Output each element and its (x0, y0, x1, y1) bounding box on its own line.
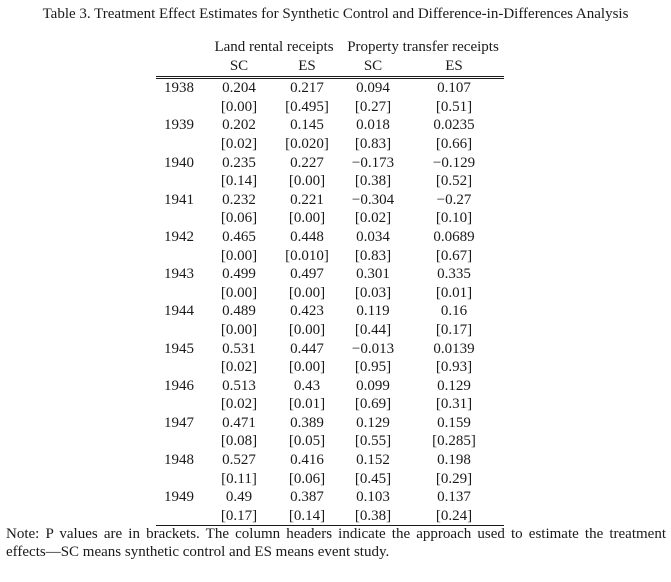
estimate-cell: 0.16 (440, 303, 468, 320)
pvalue-cell: [0.29] (435, 470, 473, 487)
estimate-cell: 0.0139 (433, 340, 475, 357)
year-cell: 1943 (164, 266, 194, 283)
pvalue-row (156, 395, 504, 414)
pvalue-cell: [0.24] (404, 507, 504, 526)
estimate-row (156, 488, 504, 507)
year-cell-empty (156, 358, 206, 377)
estimate-cell: 0.235 (222, 154, 256, 171)
pvalue-cell: [0.06] (220, 210, 258, 227)
pvalue-cell: [0.495] (285, 98, 329, 115)
estimate-cell: 0.447 (290, 340, 324, 357)
pvalue-cell: [0.01] (435, 284, 473, 301)
estimate-cell: 0.094 (356, 80, 390, 97)
estimate-row (156, 340, 504, 359)
results-table (156, 38, 504, 526)
estimate-cell: 0.217 (290, 80, 324, 97)
estimate-row (156, 154, 504, 173)
estimate-cell: 0.152 (356, 452, 390, 469)
estimate-row (156, 414, 504, 433)
estimate-cell: 0.099 (356, 377, 390, 394)
method-header: SC (206, 57, 272, 78)
estimate-cell: 0.448 (290, 228, 324, 245)
pvalue-cell: [0.44] (354, 321, 392, 338)
estimate-cell: 0.119 (356, 303, 390, 320)
year-cell: 1941 (164, 191, 194, 208)
pvalue-cell: [0.00] (220, 284, 258, 301)
pvalue-row (156, 135, 504, 154)
pvalue-cell: [0.02] (220, 396, 258, 413)
estimate-row (156, 116, 504, 135)
stub-header (156, 38, 206, 57)
pvalue-cell: [0.285] (432, 433, 476, 450)
year-cell: 1938 (164, 80, 194, 97)
pvalue-cell: [0.05] (288, 433, 326, 450)
pvalue-row (156, 172, 504, 191)
estimate-cell: 0.204 (222, 80, 256, 97)
pvalue-cell: [0.27] (354, 98, 392, 115)
estimate-cell: 0.527 (222, 452, 256, 469)
pvalue-cell: [0.69] (354, 396, 392, 413)
estimate-cell: 0.499 (222, 266, 256, 283)
pvalue-cell: [0.10] (435, 210, 473, 227)
year-cell: 1947 (164, 414, 194, 431)
table-caption: Table 3. Treatment Effect Estimates for Synthetic Control and Difference-in-Differences Analysis (42, 6, 629, 22)
group-header-property: Property transfer receipts (347, 39, 499, 55)
pvalue-cell: [0.51] (435, 98, 473, 115)
pvalue-cell: [0.00] (220, 247, 258, 264)
estimate-row (156, 265, 504, 284)
year-cell-empty (156, 432, 206, 451)
estimate-cell: 0.49 (225, 489, 253, 506)
estimate-cell: 0.034 (356, 228, 390, 245)
estimate-cell: 0.43 (293, 377, 321, 394)
pvalue-cell: [0.17] (206, 507, 272, 526)
estimate-cell: 0.103 (356, 489, 390, 506)
pvalue-cell: [0.45] (354, 470, 392, 487)
pvalue-cell: [0.02] (220, 359, 258, 376)
pvalue-cell: [0.02] (354, 210, 392, 227)
pvalue-cell: [0.95] (354, 359, 392, 376)
pvalue-cell: [0.02] (220, 135, 258, 152)
estimate-cell: 0.137 (437, 489, 471, 506)
estimate-row (156, 302, 504, 321)
estimate-cell: 0.227 (290, 154, 324, 171)
estimate-cell: 0.129 (356, 414, 390, 431)
pvalue-cell: [0.83] (354, 135, 392, 152)
pvalue-cell: [0.00] (288, 321, 326, 338)
pvalue-cell: [0.03] (354, 284, 392, 301)
estimate-cell: 0.531 (222, 340, 256, 357)
estimate-cell: 0.221 (290, 191, 324, 208)
pvalue-cell: [0.020] (285, 135, 329, 152)
estimate-cell: 0.465 (222, 228, 256, 245)
year-cell: 1949 (164, 489, 194, 506)
table-note: Note: P values are in brackets. The column headers indicate the approach used to estimate the treatment effects—SC means synthetic control and ES means event study. (6, 526, 666, 560)
year-cell: 1945 (164, 340, 194, 357)
year-cell-empty (156, 98, 206, 117)
estimate-cell: 0.202 (222, 117, 256, 134)
year-cell: 1939 (164, 117, 194, 134)
method-header-row (156, 57, 504, 78)
estimate-cell: 0.389 (290, 414, 324, 431)
pvalue-cell: [0.00] (288, 284, 326, 301)
table-body (156, 78, 504, 526)
method-header: ES (272, 57, 342, 78)
estimate-cell: −0.304 (351, 191, 395, 208)
estimate-cell: 0.232 (222, 191, 256, 208)
pvalue-cell: [0.66] (435, 135, 473, 152)
estimate-cell: 0.497 (290, 266, 324, 283)
estimate-cell: −0.173 (351, 154, 395, 171)
estimate-cell: 0.159 (437, 414, 471, 431)
estimate-cell: 0.0689 (433, 228, 475, 245)
estimate-cell: 0.145 (290, 117, 324, 134)
year-cell-empty (156, 321, 206, 340)
estimate-cell: −0.27 (436, 191, 472, 208)
pvalue-row (156, 321, 504, 340)
pvalue-cell: [0.55] (354, 433, 392, 450)
pvalue-cell: [0.38] (354, 173, 392, 190)
stub-subheader (156, 57, 206, 78)
pvalue-cell: [0.11] (221, 470, 257, 487)
pvalue-row (156, 284, 504, 303)
pvalue-cell: [0.00] (220, 98, 258, 115)
year-cell-empty (156, 284, 206, 303)
pvalue-cell: [0.67] (435, 247, 473, 264)
estimate-row (156, 451, 504, 470)
estimate-row (156, 78, 504, 98)
year-cell-empty (156, 172, 206, 191)
year-cell-empty (156, 395, 206, 414)
pvalue-cell: [0.14] (272, 507, 342, 526)
estimate-cell: 0.387 (290, 489, 324, 506)
method-header: SC (342, 57, 404, 78)
estimate-cell: 0.198 (437, 452, 471, 469)
pvalue-row (156, 98, 504, 117)
estimate-cell: 0.129 (437, 377, 471, 394)
estimate-cell: 0.489 (222, 303, 256, 320)
pvalue-cell: [0.83] (354, 247, 392, 264)
year-cell-empty (156, 247, 206, 266)
year-cell: 1944 (164, 303, 194, 320)
estimate-cell: 0.423 (290, 303, 324, 320)
estimate-cell: 0.416 (290, 452, 324, 469)
year-cell: 1948 (164, 452, 194, 469)
pvalue-row (156, 247, 504, 266)
method-header: ES (404, 57, 504, 78)
pvalue-row (156, 358, 504, 377)
estimate-cell: 0.107 (437, 80, 471, 97)
pvalue-cell: [0.17] (435, 321, 473, 338)
pvalue-cell: [0.14] (220, 173, 258, 190)
year-cell-empty (156, 507, 206, 526)
pvalue-cell: [0.010] (285, 247, 329, 264)
pvalue-cell: [0.00] (288, 210, 326, 227)
year-cell: 1942 (164, 228, 194, 245)
pvalue-cell: [0.38] (342, 507, 404, 526)
pvalue-cell: [0.00] (288, 359, 326, 376)
estimate-row (156, 377, 504, 396)
estimate-cell: 0.301 (356, 266, 390, 283)
group-header-land: Land rental receipts (214, 39, 334, 55)
pvalue-cell: [0.00] (288, 173, 326, 190)
pvalue-row (156, 432, 504, 451)
year-cell: 1940 (164, 154, 194, 171)
estimate-row (156, 228, 504, 247)
pvalue-row (156, 507, 504, 526)
year-cell-empty (156, 135, 206, 154)
pvalue-cell: [0.08] (220, 433, 258, 450)
estimate-cell: −0.013 (351, 340, 395, 357)
year-cell: 1946 (164, 377, 194, 394)
pvalue-row (156, 209, 504, 228)
estimate-row (156, 191, 504, 210)
estimate-cell: 0.335 (437, 266, 471, 283)
estimate-cell: 0.018 (356, 117, 390, 134)
pvalue-cell: [0.06] (288, 470, 326, 487)
pvalue-row (156, 470, 504, 489)
estimate-cell: 0.513 (222, 377, 256, 394)
group-header-row (156, 38, 504, 57)
estimate-cell: 0.471 (222, 414, 256, 431)
pvalue-cell: [0.31] (435, 396, 473, 413)
pvalue-cell: [0.93] (435, 359, 473, 376)
pvalue-cell: [0.00] (220, 321, 258, 338)
year-cell-empty (156, 470, 206, 489)
estimate-cell: 0.0235 (433, 117, 475, 134)
estimate-cell: −0.129 (432, 154, 476, 171)
pvalue-cell: [0.52] (435, 173, 473, 190)
pvalue-cell: [0.01] (288, 396, 326, 413)
year-cell-empty (156, 209, 206, 228)
